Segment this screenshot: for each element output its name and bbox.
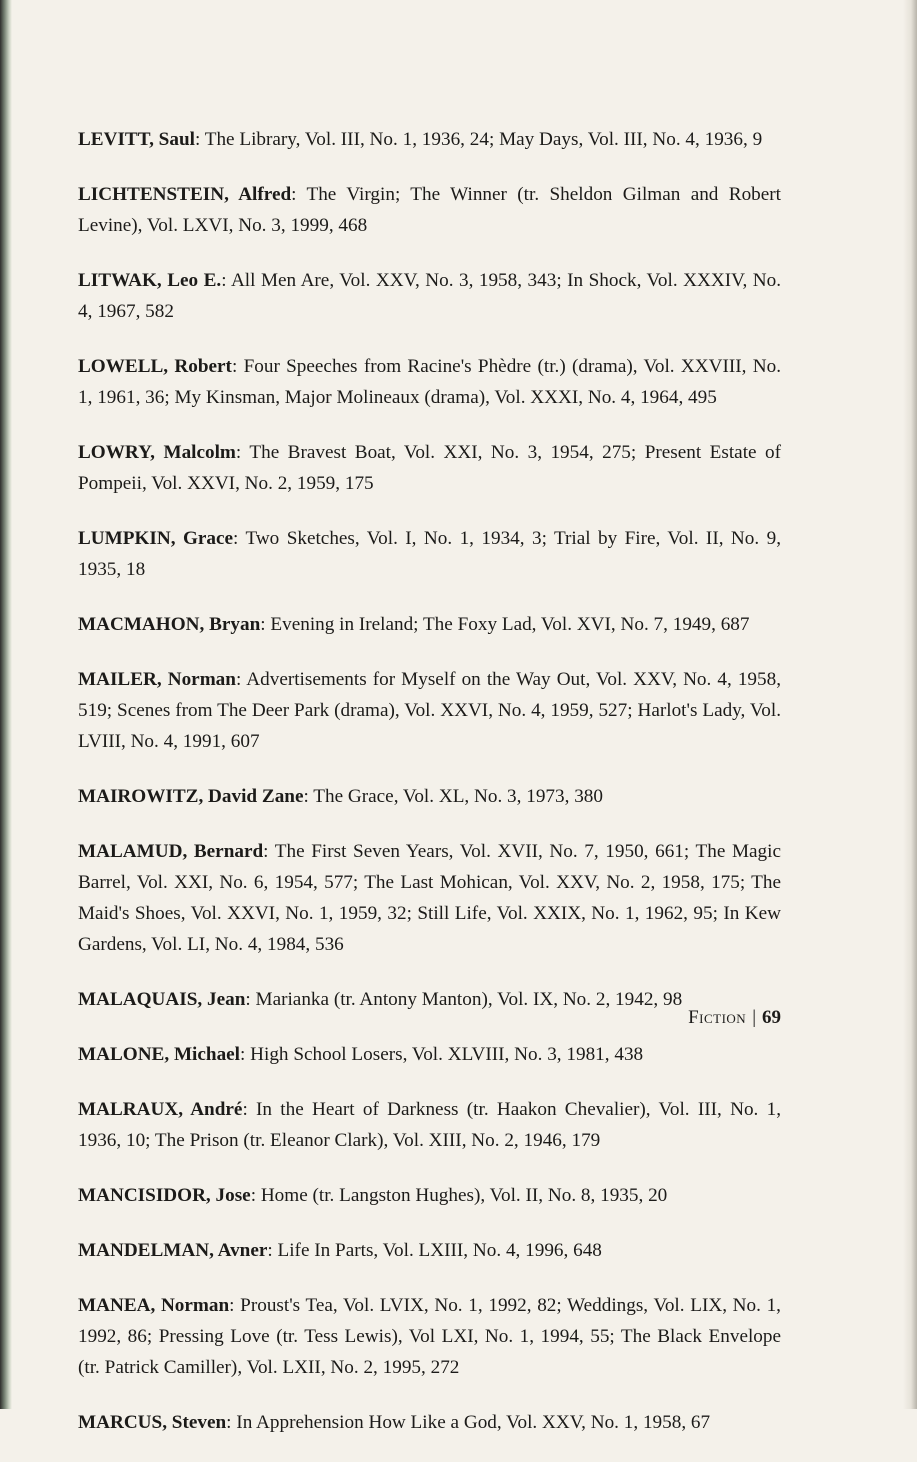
index-entry xyxy=(78,1235,781,1266)
author-name: MANDELMAN, Avner xyxy=(78,1240,268,1261)
index-entry xyxy=(78,1180,781,1211)
entry-citations: : The Library, Vol. III, No. 1, 1936, 24; May Days, Vol. III, No. 4, 1936, 9 xyxy=(194,129,763,150)
entry-citations: : Two Sketches, Vol. I, No. 1, 1934, 3; Trial by Fire, Vol. II, No. 9, 1935, 18 xyxy=(78,528,781,580)
author-name: MALONE, Michael xyxy=(78,1044,241,1065)
author-name: LICHTENSTEIN, Alfred xyxy=(78,184,292,205)
entry-citations: : The Virgin; The Winner (tr. Sheldon Gilman and Robert Levine), Vol. LXVI, No. 3, 1999, 468 xyxy=(78,184,781,236)
index-entry xyxy=(78,523,781,585)
author-name: MANCISIDOR, Jose xyxy=(78,1185,251,1206)
entry-citations: : The First Seven Years, Vol. XVII, No. 7, 1950, 661; The Magic Barrel, Vol. XXI, No. 6, 1954, 577; The Last Mohican, Vol. XXV, No. 2, 1958, 175; The Maid's Shoes, Vol. XXVI, No. 1, 1959, 32; Still Life, Vol. XXIX, No. 1, 1962, 95; In Kew Gardens, Vol. LI, No. 4, 1984, 536 xyxy=(78,841,781,955)
index-entry xyxy=(78,1290,781,1383)
entry-citations: : Home (tr. Langston Hughes), Vol. II, No. 8, 1935, 20 xyxy=(250,1185,668,1206)
entry-citations: : High School Losers, Vol. XLVIII, No. 3, 1981, 438 xyxy=(240,1044,644,1065)
index-entry xyxy=(78,609,781,640)
index-entry xyxy=(78,351,781,413)
entry-citations: : Proust's Tea, Vol. LVIX, No. 1, 1992, 82; Weddings, Vol. LIX, No. 1, 1992, 86; Pressing Love (tr. Tess Lewis), Vol LXI, No. 1, 1994, 55; The Black Envelope (tr. Patrick Camiller), Vol. LXII, No. 2, 1995, 272 xyxy=(78,1295,781,1378)
author-name: LOWRY, Malcolm xyxy=(78,442,236,463)
book-spine-shadow xyxy=(0,0,12,1409)
page-footer xyxy=(688,1007,781,1029)
author-name: MAIROWITZ, David Zane xyxy=(78,786,304,807)
index-entry xyxy=(78,1407,781,1438)
author-name: MANEA, Norman xyxy=(78,1295,230,1316)
index-entry xyxy=(78,1039,781,1070)
author-name: MALAQUAIS, Jean xyxy=(78,989,246,1010)
author-name: MAILER, Norman xyxy=(78,669,236,690)
running-footer-section: Fiction xyxy=(688,1007,747,1028)
index-entries-column xyxy=(78,124,781,1462)
entry-citations: : All Men Are, Vol. XXV, No. 3, 1958, 343; In Shock, Vol. XXXIV, No. 4, 1967, 582 xyxy=(78,270,781,322)
entry-citations: : The Grace, Vol. XL, No. 3, 1973, 380 xyxy=(303,786,603,807)
author-name: LEVITT, Saul xyxy=(78,129,195,150)
entry-citations: : Four Speeches from Racine's Phèdre (tr.) (drama), Vol. XXVIII, No. 1, 1961, 36; My Kinsman, Major Molineaux (drama), Vol. XXXI, No. 4, 1964, 495 xyxy=(78,356,781,408)
index-entry xyxy=(78,781,781,812)
author-name: LOWELL, Robert xyxy=(78,356,232,377)
entry-citations: : Advertisements for Myself on the Way Out, Vol. XXV, No. 4, 1958, 519; Scenes from The Deer Park (drama), Vol. XXVI, No. 4, 1959, 527; Harlot's Lady, Vol. LVIII, No. 4, 1991, 607 xyxy=(78,669,781,752)
page-number: 69 xyxy=(762,1007,781,1028)
index-entry xyxy=(78,984,781,1015)
index-entry xyxy=(78,437,781,499)
entry-citations: : In Apprehension How Like a God, Vol. XXV, No. 1, 1958, 67 xyxy=(226,1412,711,1433)
index-entry xyxy=(78,1094,781,1156)
index-entry xyxy=(78,664,781,757)
entry-citations: : The Bravest Boat, Vol. XXI, No. 3, 1954, 275; Present Estate of Pompeii, Vol. XXVI, No. 2, 1959, 175 xyxy=(78,442,781,494)
entry-citations: : Marianka (tr. Antony Manton), Vol. IX, No. 2, 1942, 98 xyxy=(245,989,683,1010)
index-entry xyxy=(78,836,781,960)
index-entry xyxy=(78,179,781,241)
footer-separator: | xyxy=(752,1007,756,1028)
entry-citations: : In the Heart of Darkness (tr. Haakon Chevalier), Vol. III, No. 1, 1936, 10; The Prison (tr. Eleanor Clark), Vol. XIII, No. 2, 1946, 179 xyxy=(78,1099,781,1151)
author-name: LITWAK, Leo E. xyxy=(78,270,222,291)
author-name: MACMAHON, Bryan xyxy=(78,614,261,635)
index-entry xyxy=(78,265,781,327)
entry-citations: : Life In Parts, Vol. LXIII, No. 4, 1996, 648 xyxy=(267,1240,602,1261)
author-name: MALRAUX, André xyxy=(78,1099,243,1120)
page-edge-shadow xyxy=(903,0,917,1409)
author-name: MARCUS, Steven xyxy=(78,1412,227,1433)
author-name: MALAMUD, Bernard xyxy=(78,841,264,862)
index-entry xyxy=(78,124,781,155)
entry-citations: : Evening in Ireland; The Foxy Lad, Vol. XVI, No. 7, 1949, 687 xyxy=(260,614,750,635)
author-name: LUMPKIN, Grace xyxy=(78,528,234,549)
